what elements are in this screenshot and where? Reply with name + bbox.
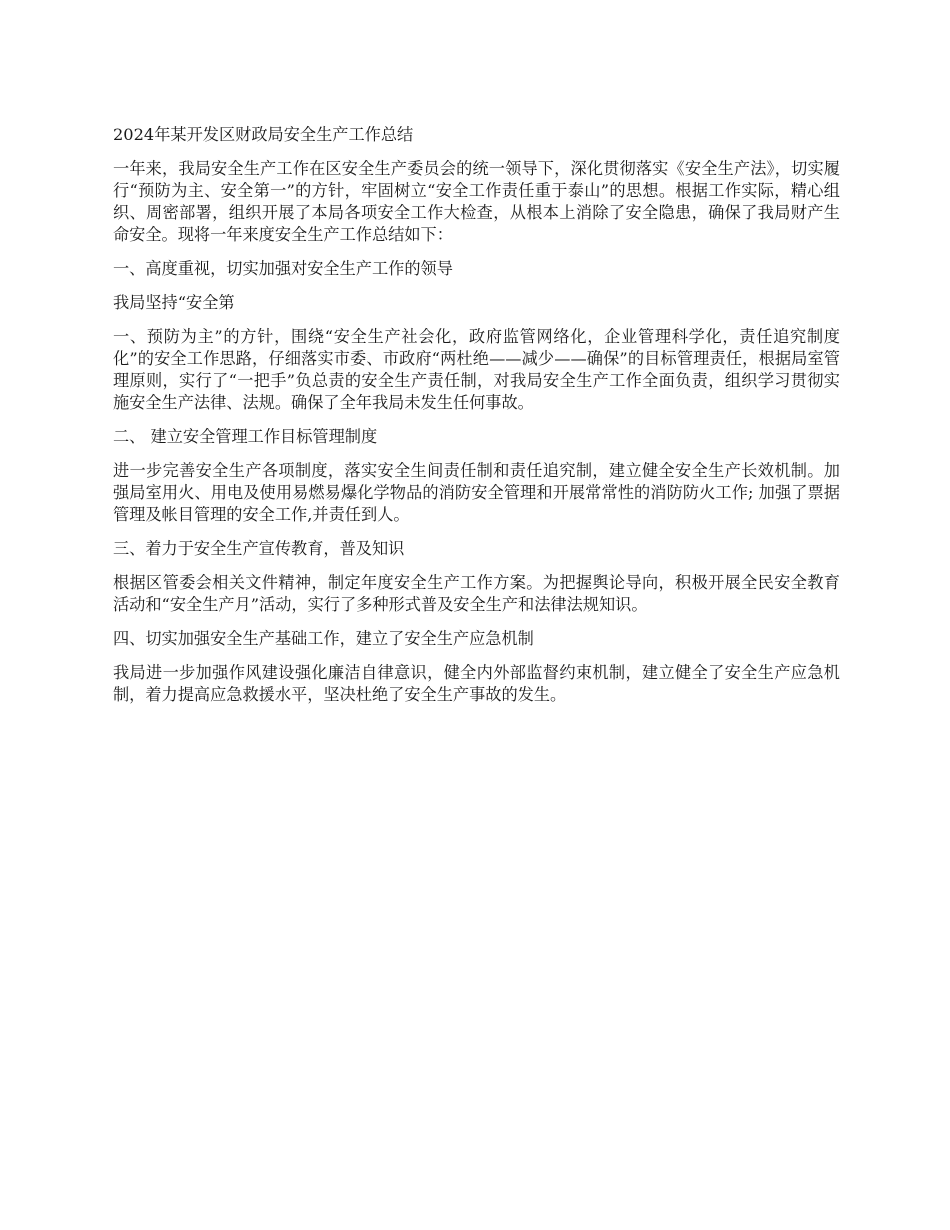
document-body bbox=[113, 124, 840, 718]
section-heading-4: 四、切实加强安全生产基础工作，建立了安全生产应急机制 bbox=[113, 629, 534, 648]
intro-paragraph: 一年来，我局安全生产工作在区安全生产委员会的统一领导下，深化贯彻落实《安全生产法》，切实履行“预防为主、安全第一”的方针，牢固树立“安全工作责任重于泰山”的思想。根据工作实际，精心组织、周密部署，组织开展了本局各项安全工作大检查，从根本上消除了安全隐患，确保了我局财产生命安全。现将一年来度安全生产工作总结如下： bbox=[113, 159, 840, 244]
section-4-paragraph: 我局进一步加强作风建设强化廉洁自律意识，健全内外部监督约束机制，建立健全了安全生产应急机制，着力提高应急救援水平，坚决杜绝了安全生产事故的发生。 bbox=[113, 663, 840, 704]
section-2-paragraph: 进一步完善安全生产各项制度，落实安全生间责任制和责任追究制，建立健全安全生产长效机制。加强局室用火、用电及使用易燃易爆化学物品的消防安全管理和开展常常性的消防防火工作; 加强了票据管理及帐目管理的安全工作,并责任到人。 bbox=[113, 461, 840, 524]
section-1-paragraph-a: 我局坚持“安全第 bbox=[113, 293, 235, 312]
document-title: 2024年某开发区财政局安全生产工作总结 bbox=[113, 125, 414, 144]
section-3-paragraph: 根据区管委会相关文件精神，制定年度安全生产工作方案。为把握舆论导向，积极开展全民安全教育活动和“安全生产月”活动，实行了多种形式普及安全生产和法律法规知识。 bbox=[113, 573, 840, 614]
section-heading-1: 一、高度重视，切实加强对安全生产工作的领导 bbox=[113, 259, 453, 278]
section-heading-3: 三、着力于安全生产宣传教育，普及知识 bbox=[113, 539, 405, 558]
section-1-paragraph-b: 一、预防为主”的方针，围绕“安全生产社会化，政府监管网络化，企业管理科学化，责任追究制度化”的安全工作思路，仔细落实市委、市政府“两杜绝——减少——确保”的目标管理责任，根据局室管理原则，实行了“一把手”负总责的安全生产责任制，对我局安全生产工作全面负责，组织学习贯彻实施安全生产法律、法规。确保了全年我局未发生任何事故。 bbox=[113, 327, 840, 412]
section-heading-2: 二、 建立安全管理工作目标管理制度 bbox=[113, 427, 378, 446]
